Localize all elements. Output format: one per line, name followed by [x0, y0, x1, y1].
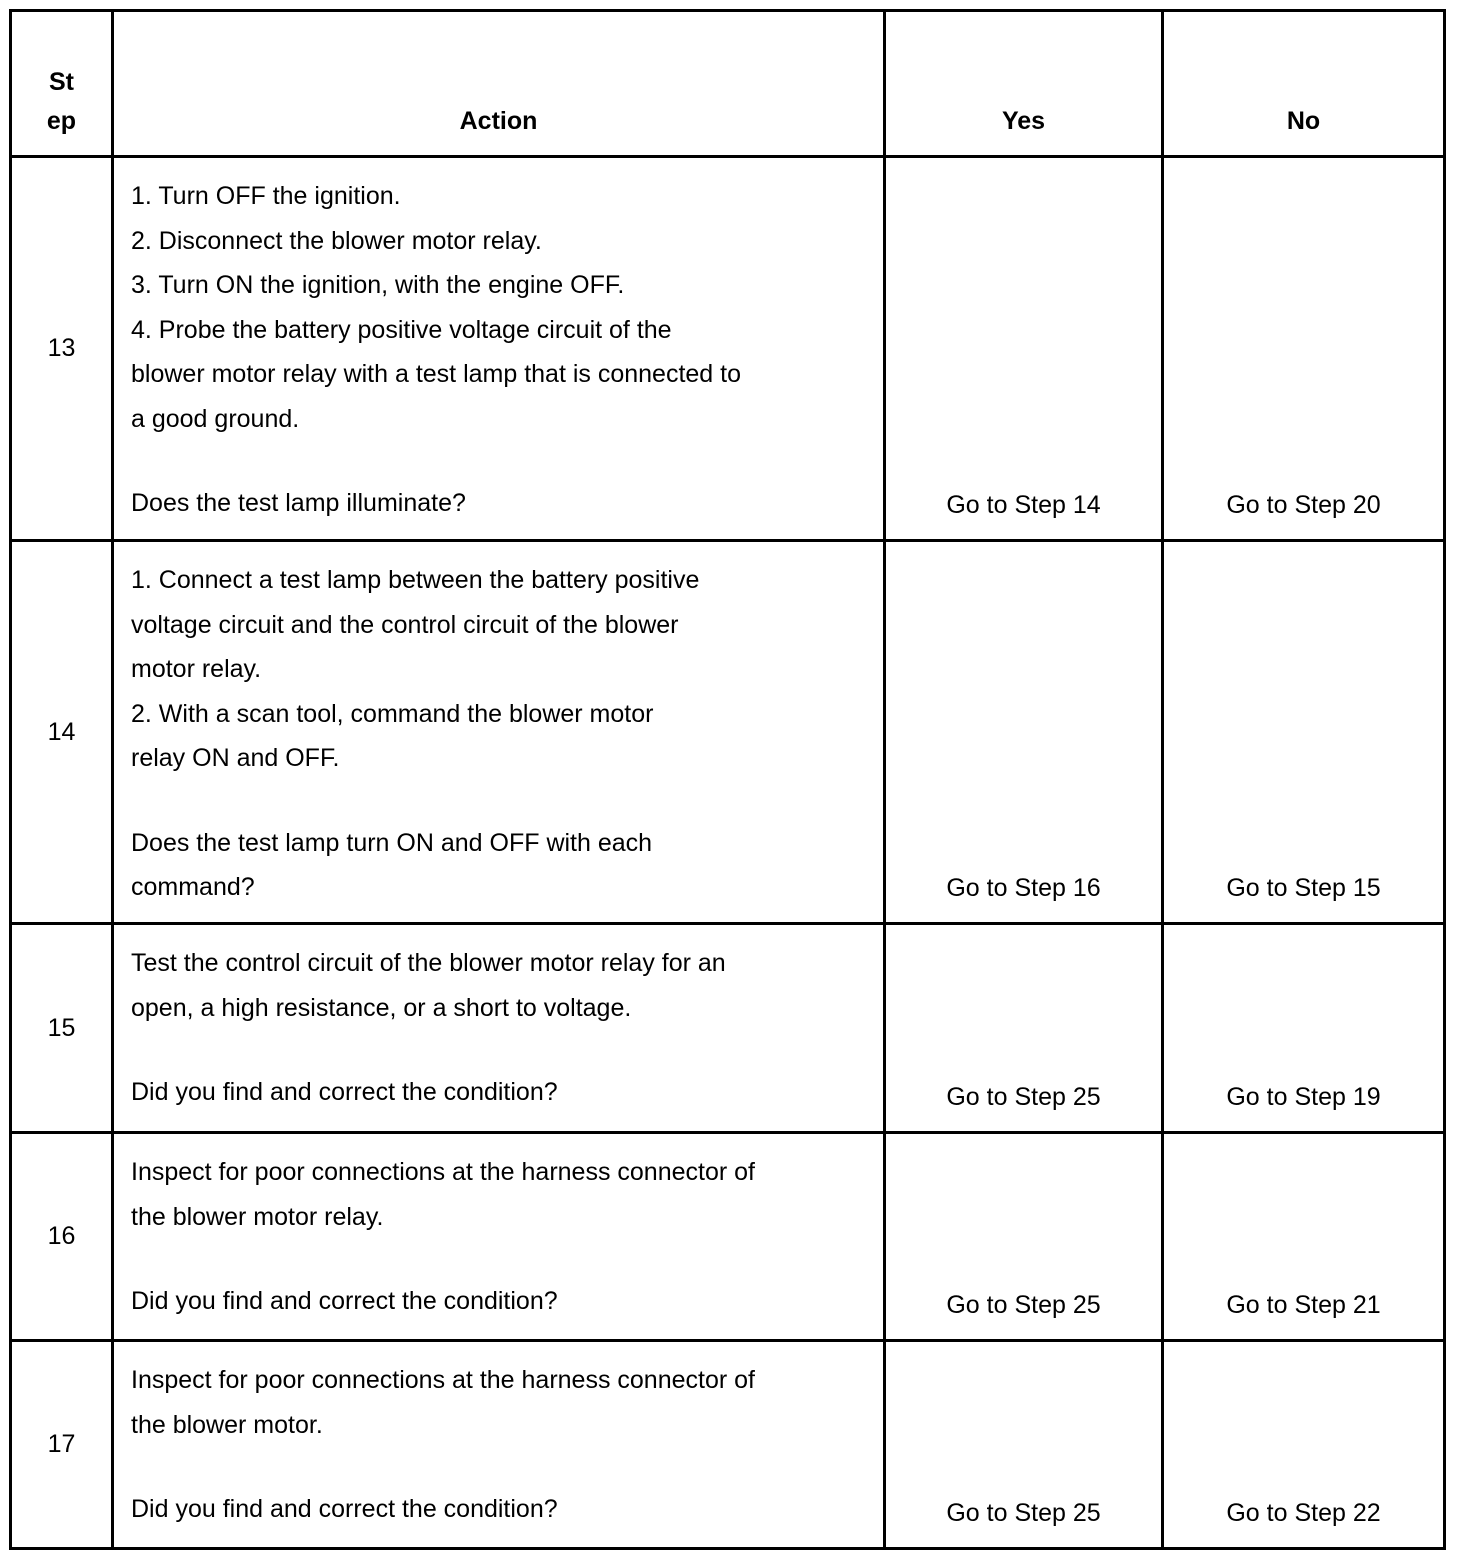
- action-line: 2. With a scan tool, command the blower motor: [131, 699, 654, 728]
- no-result: Go to Step 22: [1163, 1341, 1445, 1549]
- action-question: Did you find and correct the condition?: [131, 1078, 558, 1106]
- action-line: 2. Disconnect the blower motor relay.: [131, 226, 542, 255]
- yes-result: Go to Step 14: [885, 157, 1163, 541]
- action-line: the blower motor relay.: [131, 1202, 384, 1231]
- action-line: 1. Turn OFF the ignition.: [131, 182, 401, 210]
- action-line: Test the control circuit of the blower motor relay for an: [131, 949, 726, 977]
- step-number: 16: [11, 1133, 113, 1341]
- action-line: 3. Turn ON the ignition, with the engine OFF.: [131, 271, 625, 299]
- action-question: command?: [131, 873, 255, 901]
- action-cell: [113, 541, 885, 924]
- yes-result: Go to Step 16: [885, 541, 1163, 924]
- table-row: [11, 541, 1445, 924]
- action-question: Does the test lamp illuminate?: [131, 489, 466, 517]
- step-number: 14: [11, 541, 113, 924]
- action-question: Did you find and correct the condition?: [131, 1287, 558, 1315]
- action-cell: [113, 1341, 885, 1549]
- table-row: [11, 924, 1445, 1133]
- step-number: 15: [11, 924, 113, 1133]
- no-result: Go to Step 20: [1163, 157, 1445, 541]
- header-yes: Yes: [885, 11, 1163, 157]
- yes-result: Go to Step 25: [885, 1133, 1163, 1341]
- action-question: Does the test lamp turn ON and OFF with each: [131, 828, 653, 857]
- no-result: Go to Step 15: [1163, 541, 1445, 924]
- step-number: 13: [11, 157, 113, 541]
- action-line: Inspect for poor connections at the harness connector of: [131, 1158, 755, 1186]
- action-cell: [113, 1133, 885, 1341]
- action-line: Inspect for poor connections at the harness connector of: [131, 1366, 755, 1394]
- action-line: 4. Probe the battery positive voltage circuit of the: [131, 315, 672, 344]
- yes-result: Go to Step 25: [885, 1341, 1163, 1549]
- action-line: 1. Connect a test lamp between the battery positive: [131, 566, 700, 594]
- action-line: voltage circuit and the control circuit of the blower: [131, 610, 679, 639]
- yes-result: Go to Step 25: [885, 924, 1163, 1133]
- header-no: No: [1163, 11, 1445, 157]
- action-cell: [113, 924, 885, 1133]
- header-action: Action: [113, 11, 885, 157]
- action-line: motor relay.: [131, 655, 262, 683]
- action-line: blower motor relay with a test lamp that is connected to: [131, 360, 742, 388]
- no-result: Go to Step 21: [1163, 1133, 1445, 1341]
- action-line: relay ON and OFF.: [131, 744, 340, 772]
- table-row: [11, 1341, 1445, 1549]
- action-line: the blower motor.: [131, 1410, 323, 1439]
- no-result: Go to Step 19: [1163, 924, 1445, 1133]
- table-row: [11, 157, 1445, 541]
- action-cell: [113, 157, 885, 541]
- table-row: [11, 1133, 1445, 1341]
- header-row: [11, 11, 1445, 157]
- action-line: a good ground.: [131, 404, 300, 433]
- action-question: Did you find and correct the condition?: [131, 1495, 558, 1523]
- action-line: open, a high resistance, or a short to voltage.: [131, 993, 632, 1022]
- header-step: St ep: [11, 11, 113, 157]
- diagnostic-table: [9, 9, 1446, 1550]
- step-number: 17: [11, 1341, 113, 1549]
